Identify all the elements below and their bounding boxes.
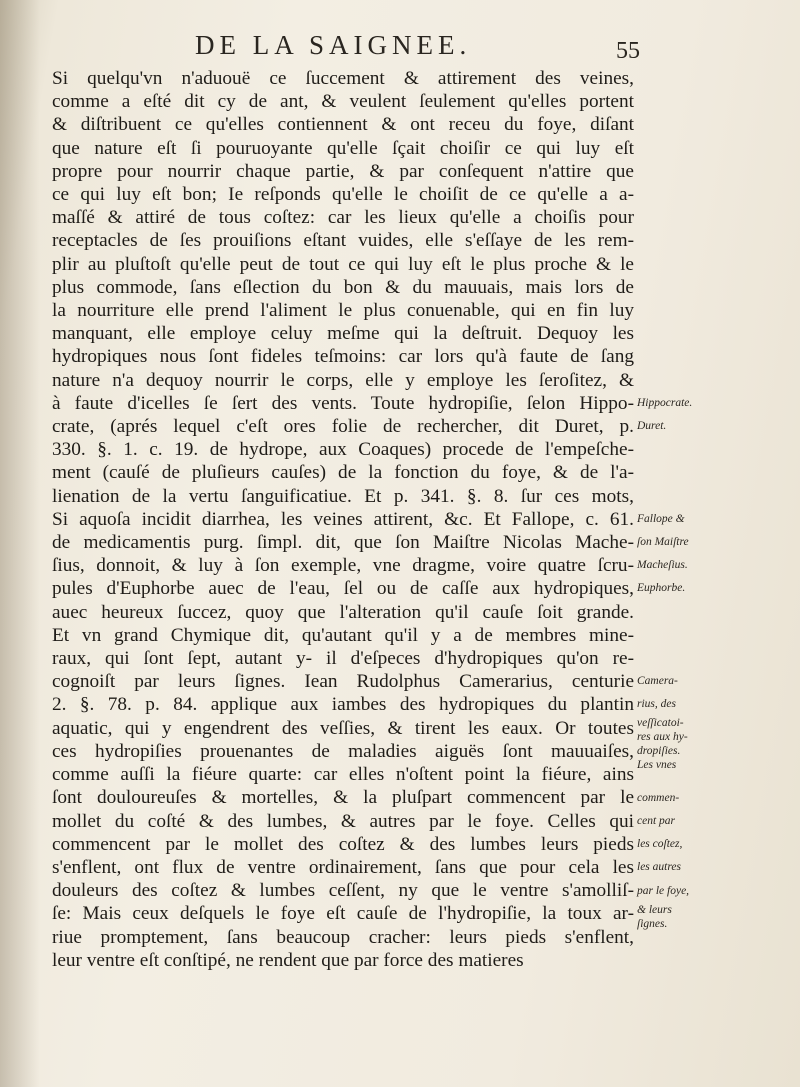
text-line: ſius, donnoit, & luy à ſon exemple, vne dragme, voire quatre ſcru- [52, 555, 634, 577]
text-line: commencent par le mollet des coſtez & des lumbes leurs pieds [52, 833, 634, 855]
text-line: lienation de la vertu ſanguificatiue. Et p. 341. §. 8. ſur ces mots, [52, 485, 634, 507]
margin-note: cent par [637, 815, 676, 828]
text-line: hydropiques nous ſont fideles teſmoins: car lors qu'à faute de ſang [52, 346, 634, 368]
text-line: douleurs des coſtez & lumbes ceſſent, ny que le ventre s'amolliſ- [52, 880, 634, 902]
binding-shadow [0, 0, 40, 1087]
body-text [52, 67, 634, 972]
text-line: nature n'a dequoy nourrir le corps, elle y employe les ſeroſitez, & [52, 369, 634, 391]
text-line: ce qui luy eſt bon; Ie reſponds qu'elle le choiſit de ce qu'elle a a- [52, 184, 634, 206]
margin-note: par le foye, [637, 884, 690, 897]
text-line: leur ventre eſt conſtipé, ne rendent que par force des matieres [52, 949, 524, 971]
text-line: manquant, elle employe celuy meſme qui la deſtruit. Dequoy les [52, 323, 634, 345]
text-line: maſſé & attiré de tous coſtez: car les lieux qu'elle a choiſis pour [52, 207, 634, 229]
text-line: Si quelqu'vn n'aduouë ce ſuccement & attirement des veines, [52, 68, 634, 89]
text-line: 330. §. 1. c. 19. de hydrope, aux Coaques) procede de l'empeſche- [52, 439, 634, 461]
text-line: comme a eſté dit cy de ant, & veulent ſeulement qu'elles portent [52, 91, 634, 113]
text-line: cognoiſt par leurs ſignes. Iean Rudolphus Camerarius, centurie [52, 671, 634, 693]
text-line: riue promptement, ſans beaucoup cracher: leurs pieds s'enflent, [52, 926, 634, 948]
text-line: raux, qui ſont ſept, autant y- il d'eſpeces d'hydropiques qu'on re- [52, 648, 634, 670]
margin-note: Camera- [637, 674, 678, 687]
running-head: DE LA SAIGNEE. [195, 30, 472, 60]
text-line: pules d'Euphorbe auec de l'eau, ſel ou de caſſe aux hydropiques, [52, 578, 634, 600]
text-line: receptacles de ſes prouiſions eſtant vuides, elle s'eſſaye de les rem- [52, 230, 634, 252]
margin-note: Macheſius. [637, 558, 688, 571]
text-line: s'enflent, ont flux de ventre ordinairement, ſans que pour cela les [52, 856, 634, 878]
text-line: aquatic, qui y engendrent des veſſies, & tirent les eaux. Or toutes [52, 717, 634, 739]
margin-note: Les vnes [637, 759, 677, 772]
text-line: & diſtribuent ce qu'elles contiennent & ont receu du foye, diſant [52, 114, 634, 136]
text-line: 2. §. 78. p. 84. applique aux iambes des hydropiques du plantin [52, 694, 634, 716]
text-line: la nourriture elle prend l'aliment le plus conuenable, qui en fin luy [52, 300, 634, 322]
margin-note: Euphorbe. [637, 582, 686, 595]
margin-note: ſignes. [637, 917, 668, 930]
margin-note: Hippocrate. [637, 396, 693, 409]
text-line: plir au pluſtoſt qu'elle peut de tout ce qui luy eſt le plus proche & le [52, 253, 634, 275]
text-line: Si aquoſa incidit diarrhea, les veines attirent, &c. Et Fallope, c. 61. [52, 508, 634, 530]
text-line: comme auſſi la fiéure quarte: car elles n'oſtent point la fiéure, ains [52, 764, 634, 786]
text-line: de medicamentis purg. ſimpl. dit, que ſon Maiſtre Nicolas Mache- [52, 532, 634, 554]
margin-note: commen- [637, 791, 680, 804]
margin-note: les coſtez, [637, 838, 683, 851]
page-number: 55 [616, 38, 640, 64]
margin-note: rius, des [637, 698, 676, 711]
text-line: que nature eſt ſi pouruoyante qu'elle ſçait choiſir ce qui luy eſt [52, 137, 634, 159]
text-line: à faute d'icelles ſe ſert des vents. Toute hydropiſie, ſelon Hippo- [52, 392, 634, 414]
margin-note: Duret. [637, 419, 667, 432]
text-line: propre pour nourrir chaque partie, & par conſequent n'attire que [52, 160, 634, 182]
text-line: ſe: Mais ceux deſquels le foye eſt cauſe de l'hydropiſie, la toux ar- [52, 903, 634, 925]
margin-note: & leurs [637, 903, 672, 916]
text-line: plus commode, ſans eſlection du bon & du mauuais, mais lors de [52, 276, 634, 298]
margin-note: les autres [637, 861, 681, 874]
text-line: ment (cauſé de pluſieurs cauſes) de la fonction du foye, & de l'a- [52, 462, 634, 484]
text-line: auec heureux ſuccez, quoy que l'alteration qu'il cauſe ſoit grande. [52, 601, 634, 623]
margin-note: Fallope & [637, 512, 685, 525]
margin-note: veſſicatoi- [637, 717, 684, 730]
text-line: crate, (aprés lequel c'eſt ores folie de rechercher, dit Duret, p. [52, 416, 634, 438]
margin-notes [637, 67, 799, 931]
text-line: mollet du coſté & des lumbes, & autres par le foye. Celles qui [52, 810, 634, 832]
margin-note: dropiſies. [637, 745, 681, 758]
margin-note: ſon Maiſtre [637, 535, 689, 548]
text-line: ſont douloureuſes & mortelles, & la pluſpart commencent par le [52, 787, 634, 809]
text-line: ces hydropiſies prouenantes de maladies aiguës ſont mauuaiſes, [52, 740, 634, 762]
text-line: Et vn grand Chymique dit, qu'autant qu'il y a de membres mine- [52, 624, 634, 646]
margin-note: res aux hy- [637, 731, 688, 744]
